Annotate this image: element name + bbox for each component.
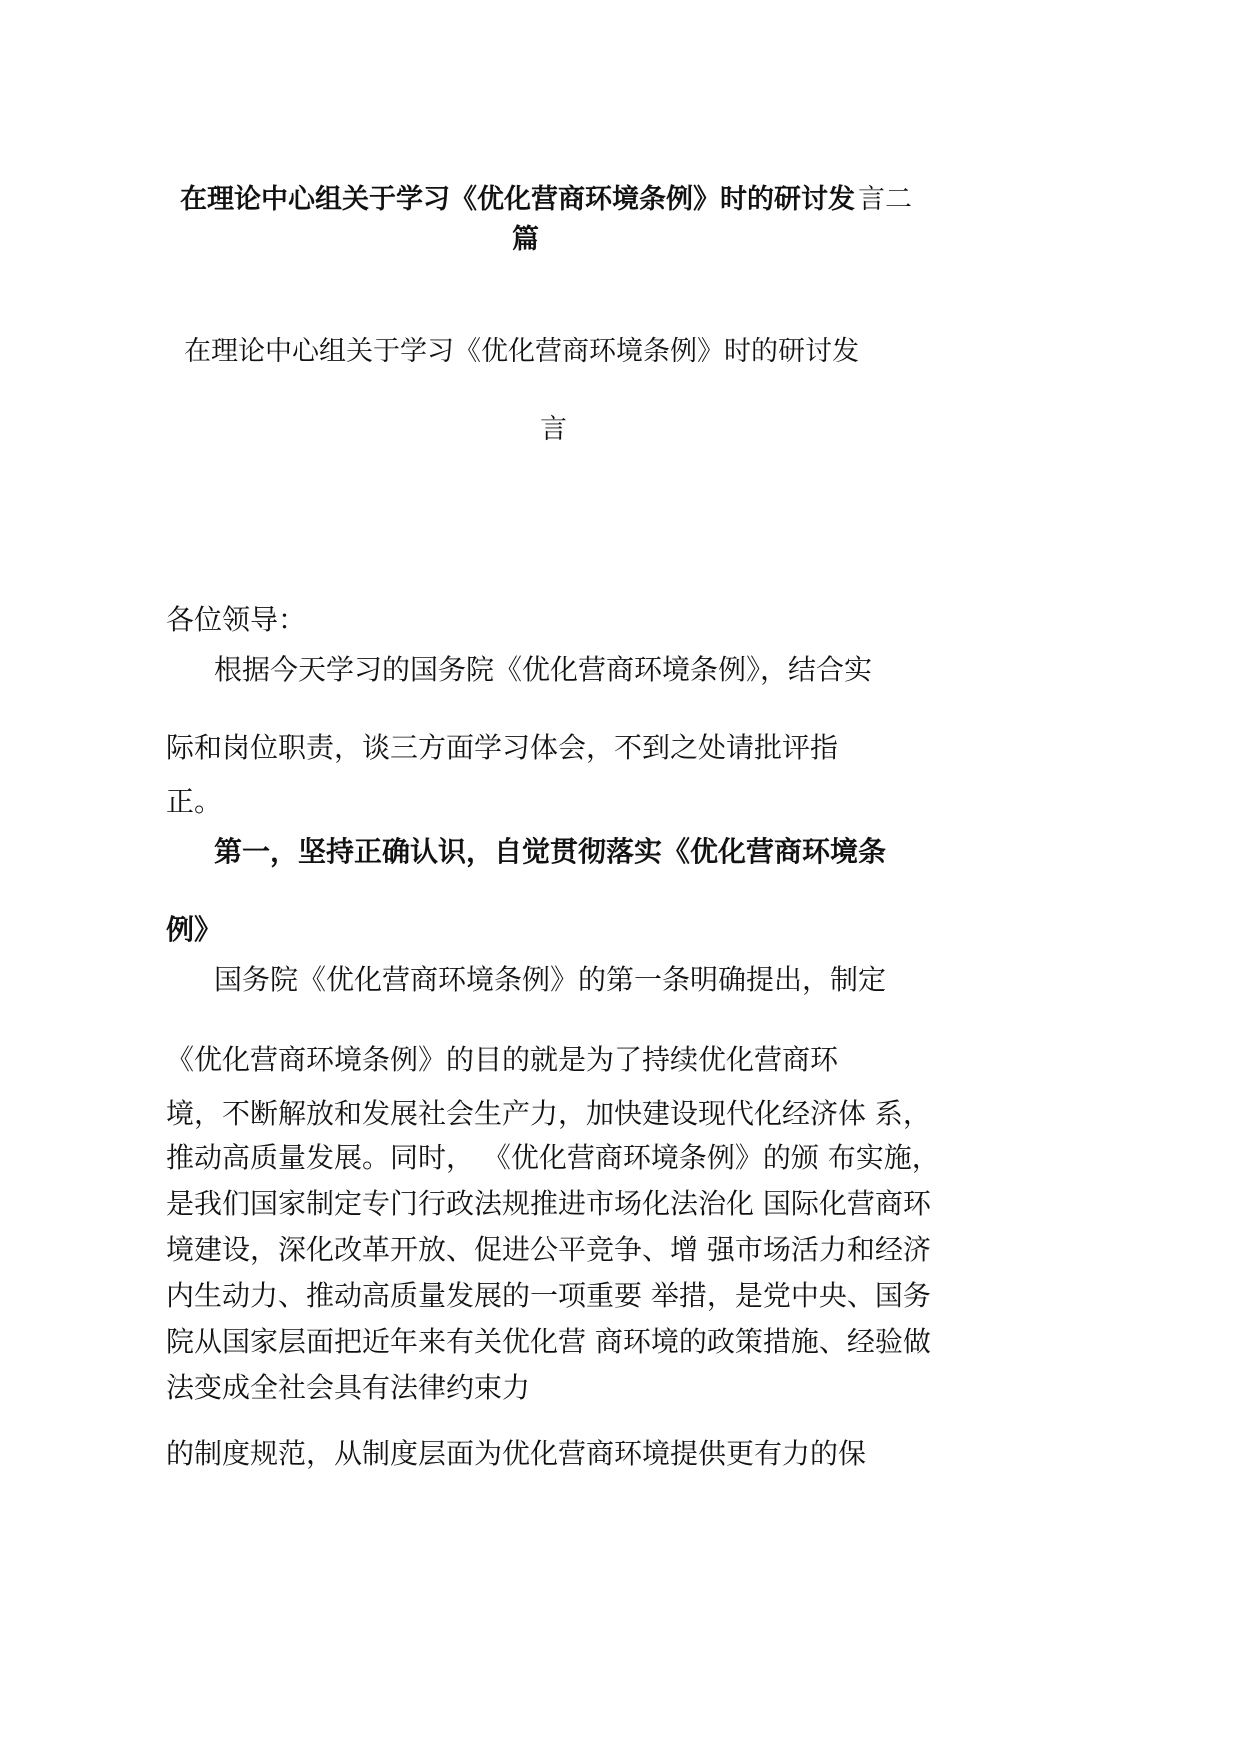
body-line: 推动高质量发展。同时， 《优化营商环境条例》的颁 布实施，	[166, 1141, 940, 1174]
body-line: 内生动力、推动高质量发展的一项重要 举措，是党中央、国务	[166, 1279, 931, 1312]
body-line: 《优化营商环境条例》的目的就是为了持续优化营商环	[166, 1043, 839, 1076]
greeting: 各位领导：	[166, 603, 307, 636]
body-line: 境，不断解放和发展社会生产力，加快建设现代化经济体 系，	[166, 1097, 931, 1130]
section-heading-line: 第一，坚持正确认识，自觉贯彻落实《优化营商环境条	[214, 835, 887, 868]
body-line: 的制度规范，从制度层面为优化营商环境提供更有力的保	[166, 1437, 867, 1470]
body-line: 境建设，深化改革开放、促进公平竞争、增 强市场活力和经济	[166, 1233, 931, 1266]
section-heading-line: 例》	[166, 913, 223, 946]
doc-title-line-2: 篇	[512, 224, 539, 255]
doc-title-line-1: 在理论中心组关于学习《优化营商环境条例》时的研讨发	[180, 184, 855, 215]
doc-subtitle-line-2: 言	[540, 414, 567, 445]
body-line: 院从国家层面把近年来有关优化营 商环境的政策措施、经验做	[166, 1325, 931, 1358]
body-line: 法变成全社会具有法律约束力	[166, 1371, 531, 1404]
doc-subtitle-line-1: 在理论中心组关于学习《优化营商环境条例》时的研讨发	[184, 336, 859, 367]
body-line: 根据今天学习的国务院《优化营商环境条例》，结合实	[214, 653, 873, 686]
body-line: 是我们国家制定专门行政法规推进市场化法治化 国际化营商环	[166, 1187, 931, 1220]
doc-title-line-1-tail: 言二	[858, 184, 912, 215]
body-line: 正。	[166, 785, 223, 818]
body-line: 国务院《优化营商环境条例》的第一条明确提出，制定	[214, 963, 887, 996]
body-line: 际和岗位职责，谈三方面学习体会，不到之处请批评指	[166, 731, 839, 764]
